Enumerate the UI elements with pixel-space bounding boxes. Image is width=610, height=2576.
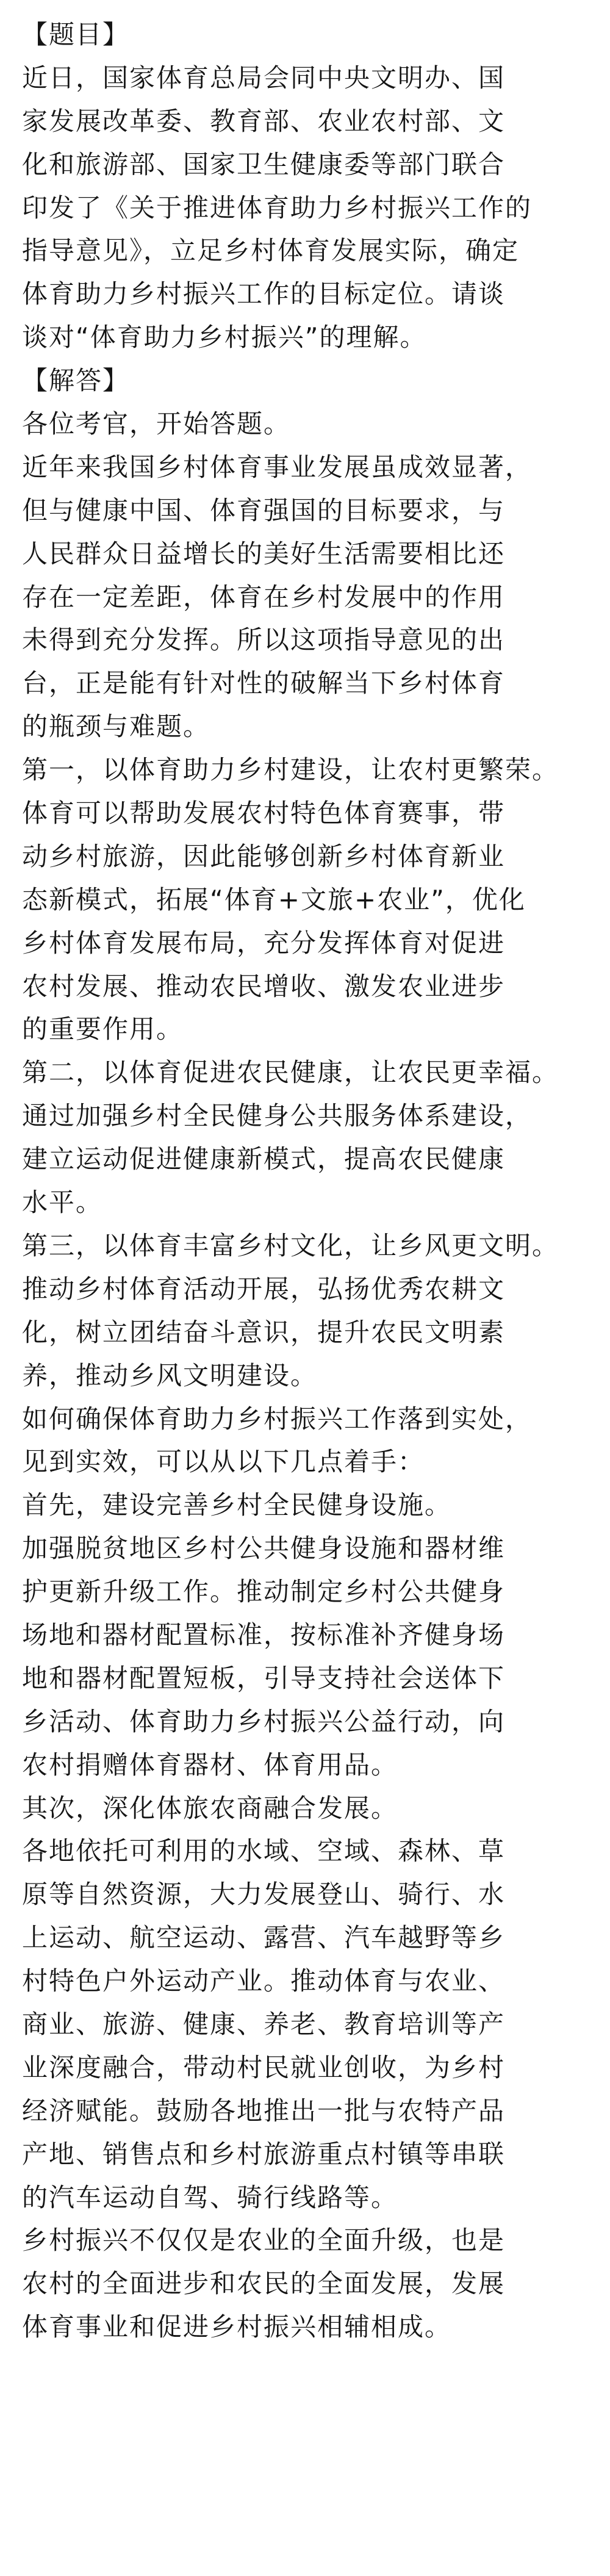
- text-line: 印发了《关于推进体育助力乡村振兴工作的: [22, 192, 533, 223]
- text-line: 体育助力乡村振兴工作的目标定位。请谈: [22, 279, 506, 309]
- section-heading-answer: 【解答】: [22, 365, 130, 396]
- text-line: 近年来我国乡村体育事业发展虽成效显著，: [22, 452, 533, 482]
- text-line: 农村捐赠体育器材、体育用品。: [22, 1749, 398, 1780]
- text-line: 商业、旅游、健康、养老、教育培训等产: [22, 2009, 506, 2039]
- section-heading-question: 【题目】: [22, 20, 130, 49]
- text-line: 谈对“体育助力乡村振兴”的理解。: [22, 322, 427, 353]
- text-line: 化和旅游部、国家卫生健康委等部门联合: [22, 149, 506, 179]
- text-line: 经济赋能。鼓励各地推出一批与农特产品: [22, 2095, 506, 2126]
- text-line: 建立运动促进健康新模式，提高农民健康: [22, 1144, 506, 1175]
- text-line: 见到实效，可以从以下几点着手：: [22, 1447, 425, 1477]
- text-line: 家发展改革委、教育部、农业农村部、文: [22, 106, 506, 136]
- point-heading: 第一，以体育助力乡村建设，让农村更繁荣。: [22, 755, 559, 785]
- point-heading: 首先，建设完善乡村全民健身设施。: [22, 1490, 452, 1520]
- text-line: 的重要作用。: [22, 1014, 184, 1045]
- text-line: 农村发展、推动农民增收、激发农业进步: [22, 971, 506, 1001]
- text-line: 近日，国家体育总局会同中央文明办、国: [22, 62, 506, 93]
- point-heading: 第二，以体育促进农民健康，让农民更幸福。: [22, 1057, 559, 1088]
- point-heading: 第三，以体育丰富乡村文化，让乡风更文明。: [22, 1230, 559, 1261]
- text-line: 场地和器材配置标准，按标准补齐健身场: [22, 1619, 506, 1650]
- text-line: 化，树立团结奋斗意识，提升农民文明素: [22, 1317, 506, 1347]
- text-line: 乡村振兴不仅仅是农业的全面升级，也是: [22, 2225, 506, 2256]
- text-line: 推动乡村体育活动开展，弘扬优秀农耕文: [22, 1273, 506, 1304]
- text-line: 人民群众日益增长的美好生活需要相比还: [22, 538, 506, 569]
- text-line: 原等自然资源，大力发展登山、骑行、水: [22, 1879, 506, 1910]
- document-text: [22, 13, 595, 2349]
- text-line: 村特色户外运动产业。推动体育与农业、: [22, 1966, 506, 1996]
- text-line: 存在一定差距，体育在乡村发展中的作用: [22, 581, 506, 612]
- text-line: 各位考官，开始答题。: [22, 409, 291, 439]
- text-line: 的汽车运动自驾、骑行线路等。: [22, 2182, 398, 2212]
- text-line: 态新模式，拓展“体育+文旅+农业”，优化: [22, 884, 526, 915]
- text-line: 体育事业和促进乡村振兴相辅相成。: [22, 2312, 452, 2342]
- text-line: 业深度融合，带动村民就业创收，为乡村: [22, 2052, 506, 2082]
- text-line: 上运动、航空运动、露营、汽车越野等乡: [22, 1923, 506, 1953]
- text-line: 的瓶颈与难题。: [22, 711, 210, 742]
- text-line: 地和器材配置短板，引导支持社会送体下: [22, 1663, 506, 1693]
- text-line: 台，正是能有针对性的破解当下乡村体育: [22, 668, 506, 699]
- text-line: 乡活动、体育助力乡村振兴公益行动，向: [22, 1706, 506, 1736]
- text-line: 如何确保体育助力乡村振兴工作落到实处，: [22, 1403, 533, 1434]
- text-line: 动乡村旅游，因此能够创新乡村体育新业: [22, 841, 506, 871]
- point-heading: 其次，深化体旅农商融合发展。: [22, 1793, 398, 1823]
- text-line: 未得到充分发挥。所以这项指导意见的出: [22, 625, 506, 655]
- text-line: 通过加强乡村全民健身公共服务体系建设，: [22, 1101, 533, 1131]
- text-line: 护更新升级工作。推动制定乡村公共健身: [22, 1577, 506, 1607]
- text-line: 产地、销售点和乡村旅游重点村镇等串联: [22, 2139, 506, 2169]
- text-line: 乡村体育发展布局，充分发挥体育对促进: [22, 927, 506, 958]
- text-line: 加强脱贫地区乡村公共健身设施和器材维: [22, 1533, 506, 1564]
- text-line: 水平。: [22, 1187, 103, 1218]
- text-line: 农村的全面进步和农民的全面发展，发展: [22, 2268, 506, 2299]
- text-line: 各地依托可利用的水域、空域、森林、草: [22, 1836, 506, 1866]
- text-line: 指导意见》，立足乡村体育发展实际，确定: [22, 236, 520, 266]
- text-line: 体育可以帮助发展农村特色体育赛事，带: [22, 798, 506, 829]
- text-line: 但与健康中国、体育强国的目标要求，与: [22, 495, 506, 525]
- text-line: 养，推动乡风文明建设。: [22, 1360, 318, 1391]
